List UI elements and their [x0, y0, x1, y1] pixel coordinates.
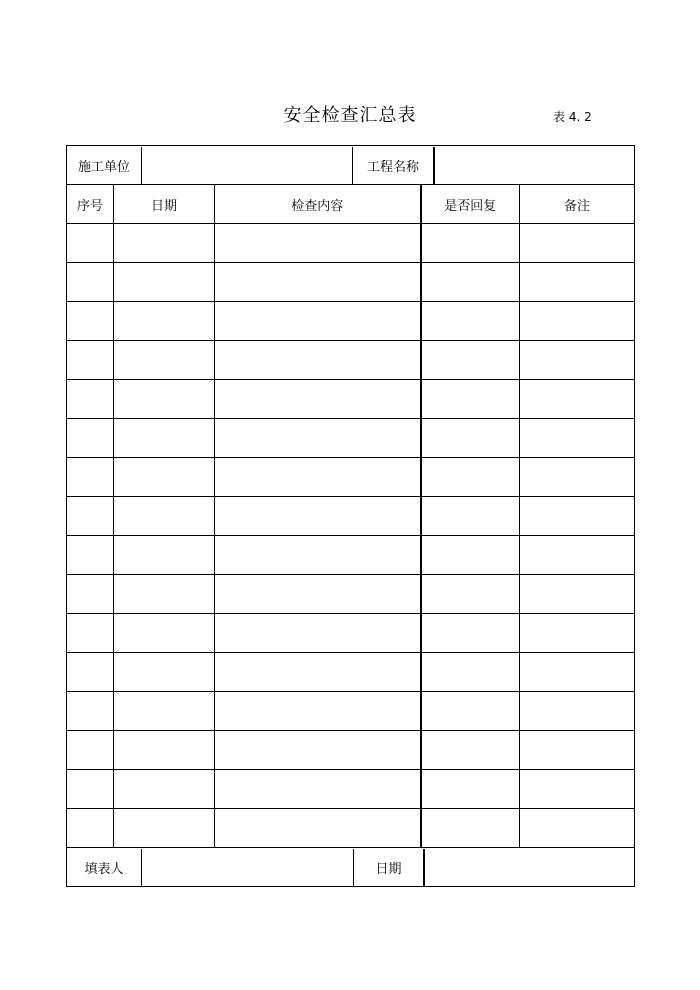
cell-replied[interactable] — [421, 302, 520, 341]
cell-remarks[interactable] — [520, 497, 635, 536]
table-row — [67, 809, 635, 848]
header-info-holder — [67, 146, 635, 185]
cell-index[interactable] — [67, 614, 114, 653]
cell-content[interactable] — [215, 458, 421, 497]
cell-date[interactable] — [114, 497, 215, 536]
cell-index[interactable] — [67, 341, 114, 380]
unit-label: 施工单位 — [77, 159, 130, 175]
table-row — [67, 224, 635, 263]
cell-replied[interactable] — [421, 692, 520, 731]
cell-content[interactable] — [215, 692, 421, 731]
cell-remarks[interactable] — [520, 341, 635, 380]
cell-content[interactable] — [215, 536, 421, 575]
cell-date[interactable] — [114, 224, 215, 263]
table-row — [67, 497, 635, 536]
cell-remarks[interactable] — [520, 536, 635, 575]
header-info-row — [67, 146, 635, 185]
cell-content[interactable] — [215, 497, 421, 536]
col-header-remarks: 备注 — [520, 185, 635, 224]
cell-remarks[interactable] — [520, 263, 635, 302]
cell-replied[interactable] — [421, 341, 520, 380]
footer-date-label: 日期 — [354, 849, 425, 886]
cell-content[interactable] — [215, 575, 421, 614]
footer-date-value-cell[interactable] — [424, 849, 639, 886]
cell-remarks[interactable] — [520, 809, 635, 848]
col-header-replied: 是否回复 — [421, 185, 520, 224]
cell-remarks[interactable] — [520, 692, 635, 731]
cell-replied[interactable] — [421, 263, 520, 302]
cell-replied[interactable] — [421, 224, 520, 263]
cell-date[interactable] — [114, 419, 215, 458]
safety-inspection-table — [66, 145, 635, 887]
cell-date[interactable] — [114, 263, 215, 302]
cell-date[interactable] — [114, 770, 215, 809]
column-header-row — [67, 185, 635, 224]
project-label: 工程名称 — [353, 147, 435, 184]
cell-content[interactable] — [215, 809, 421, 848]
table-row — [67, 302, 635, 341]
table-row — [67, 380, 635, 419]
cell-index[interactable] — [67, 770, 114, 809]
filler-label: 填表人 — [84, 861, 124, 877]
unit-value-cell[interactable] — [142, 147, 353, 184]
table-row — [67, 653, 635, 692]
table-number: 表 4. 2 — [553, 110, 592, 124]
col-header-content: 检查内容 — [215, 185, 421, 224]
filler-value-cell[interactable] — [142, 849, 354, 886]
cell-remarks[interactable] — [520, 731, 635, 770]
cell-content[interactable] — [215, 302, 421, 341]
cell-date[interactable] — [114, 653, 215, 692]
cell-date[interactable] — [114, 575, 215, 614]
table-row — [67, 419, 635, 458]
cell-content[interactable] — [215, 419, 421, 458]
col-header-date: 日期 — [114, 185, 215, 224]
table-row — [67, 263, 635, 302]
cell-index[interactable] — [67, 809, 114, 848]
cell-replied[interactable] — [421, 614, 520, 653]
cell-date[interactable] — [114, 458, 215, 497]
table-row — [67, 770, 635, 809]
cell-date[interactable] — [114, 731, 215, 770]
cell-content[interactable] — [215, 263, 421, 302]
cell-remarks[interactable] — [520, 224, 635, 263]
cell-content[interactable] — [215, 224, 421, 263]
cell-content[interactable] — [215, 770, 421, 809]
cell-replied[interactable] — [421, 731, 520, 770]
form-title: 安全检查汇总表 — [283, 105, 417, 126]
cell-date[interactable] — [114, 536, 215, 575]
cell-replied[interactable] — [421, 458, 520, 497]
cell-content[interactable] — [215, 653, 421, 692]
cell-replied[interactable] — [421, 575, 520, 614]
cell-index[interactable] — [67, 536, 114, 575]
project-value-cell[interactable] — [434, 147, 639, 184]
cell-remarks[interactable] — [520, 770, 635, 809]
cell-replied[interactable] — [421, 536, 520, 575]
cell-replied[interactable] — [421, 419, 520, 458]
cell-remarks[interactable] — [520, 380, 635, 419]
cell-replied[interactable] — [421, 653, 520, 692]
cell-index[interactable] — [67, 575, 114, 614]
cell-content[interactable] — [215, 731, 421, 770]
cell-date[interactable] — [114, 692, 215, 731]
cell-index[interactable] — [67, 731, 114, 770]
cell-index[interactable] — [67, 497, 114, 536]
col-header-index: 序号 — [67, 185, 114, 224]
cell-replied[interactable] — [421, 497, 520, 536]
cell-remarks[interactable] — [520, 302, 635, 341]
cell-content[interactable] — [215, 380, 421, 419]
cell-index[interactable] — [67, 302, 114, 341]
cell-date[interactable] — [114, 302, 215, 341]
cell-index[interactable] — [67, 692, 114, 731]
cell-remarks[interactable] — [520, 653, 635, 692]
cell-date[interactable] — [114, 380, 215, 419]
footer-holder — [67, 848, 635, 887]
cell-date[interactable] — [114, 341, 215, 380]
cell-remarks[interactable] — [520, 419, 635, 458]
cell-date[interactable] — [114, 614, 215, 653]
cell-index[interactable] — [67, 380, 114, 419]
table-row — [67, 692, 635, 731]
cell-index[interactable] — [67, 458, 114, 497]
cell-remarks[interactable] — [520, 458, 635, 497]
table-row — [67, 536, 635, 575]
table-row — [67, 575, 635, 614]
cell-content[interactable] — [215, 341, 421, 380]
cell-remarks[interactable] — [520, 575, 635, 614]
table-row — [67, 731, 635, 770]
table-row — [67, 458, 635, 497]
footer-row — [67, 848, 635, 887]
cell-index[interactable] — [67, 263, 114, 302]
table-row — [67, 614, 635, 653]
cell-index[interactable] — [67, 653, 114, 692]
cell-replied[interactable] — [421, 770, 520, 809]
cell-date[interactable] — [114, 809, 215, 848]
cell-index[interactable] — [67, 224, 114, 263]
cell-index[interactable] — [67, 419, 114, 458]
cell-remarks[interactable] — [520, 614, 635, 653]
cell-replied[interactable] — [421, 380, 520, 419]
cell-content[interactable] — [215, 614, 421, 653]
table-row — [67, 341, 635, 380]
cell-replied[interactable] — [421, 809, 520, 848]
